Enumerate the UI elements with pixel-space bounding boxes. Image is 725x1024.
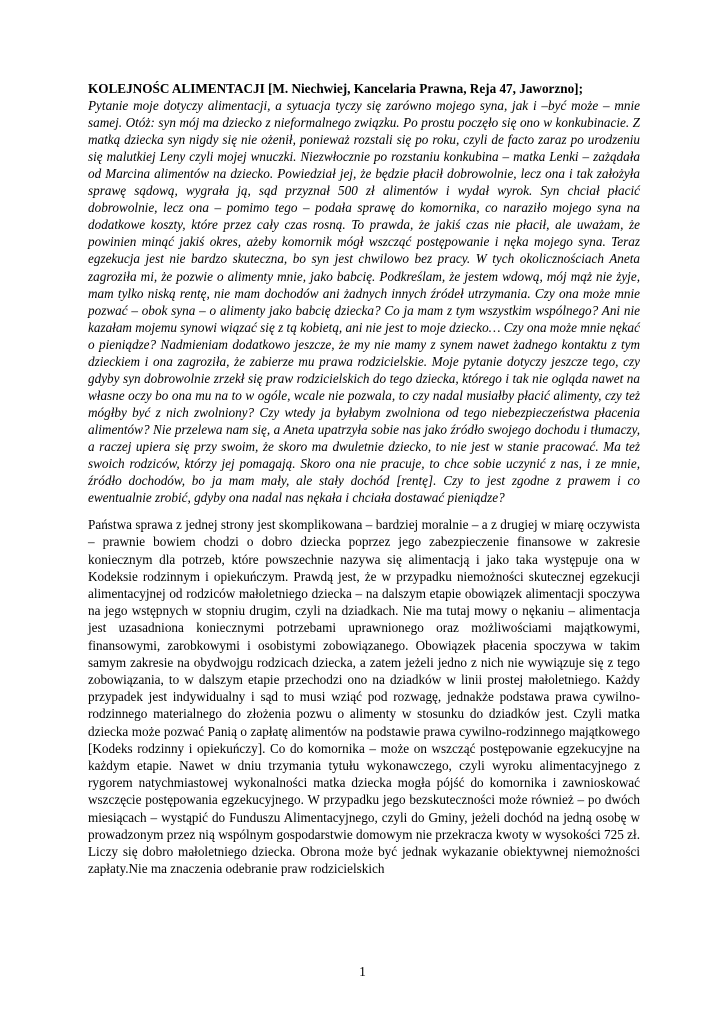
page-number: 1	[359, 964, 366, 979]
document-heading: KOLEJNOŚC ALIMENTACJI [M. Niechwiej, Kancelaria Prawna, Reja 47, Jaworzno];	[88, 81, 583, 96]
answer-paragraph: Państwa sprawa z jednej strony jest skomplikowana – bardziej moralnie – a z drugiej w miarę oczywista – prawnie bowiem chodzi o dobro dziecka poprzez jego zabezpieczenie finansowe w zakresie koniecznym dla potrzeb, które powszechnie nazywa się alimentacją i jako taka występuje ona w Kodeksie rodzinnym i opiekuńczym. Prawdą jest, że w przypadku niemożności skutecznej egzekucji alimentacyjnej od rodziców małoletniego dziecka – na dalszym etapie obowiązek alimentacji spoczywa na jego wstępnych w stopniu drugim, czyli na dziadkach. Nie ma tutaj mowy o nękaniu – alimentacja jest uzasadniona koniecznymi potrzebami uprawnionego oraz możliwościami majątkowymi, finansowymi, zarobkowymi i osobistymi zobowiązanego. Obowiązek płacenia spoczywa w takim samym zakresie na obydwojgu rodzicach dziecka, a zatem jeżeli jedno z nich nie wywiązuje się z tego zobowiązania, to w dalszym etapie przechodzi ono na dziadków w linii prostej małoletniego. Każdy przypadek jest indywidualny i sąd to musi wziąć pod rozwagę, jednakże podstawa prawa cywilno-rodzinnego materialnego do złożenia pozwu o alimenty w stosunku do dziadków jest. Czyli matka dziecka może pozwać Panią o zapłatę alimentów na podstawie prawa cywilno-rodzinnego majątkowego [Kodeks rodzinny i opiekuńczy]. Co do komornika – może on wszcząć postępowanie egzekucyjne na każdym etapie. Nawet w dniu trzymania tytułu wykonawczego, czyli wyroku alimentacyjnego z rygorem natychmiastowej wykonalności matka dziecka mogła pójść do komornika i zawnioskować wszczęcie postępowania egzekucyjnego. W przypadku jego bezskuteczności może również – po dwóch miesiącach – wystąpić do Funduszu Alimentacyjnego, czyli do Gminy, jeżeli dochód na jedną osobę w prowadzonym przez nią wspólnym gospodarstwie domowym nie przekracza kwoty w wysokości 725 zł. Liczy się dobro małoletniego dziecka. Obrona może być jednak wykazanie obiektywnej niemożności zapłaty.Nie ma znaczenia odebranie praw rodzicielskich	[88, 517, 640, 877]
question-text: Pytanie moje dotyczy alimentacji, a sytuacja tyczy się zarówno mojego syna, jak i –być może – mnie samej. Otóż: syn mój ma dziecko z nieformalnego związku. Po prostu poczęło się ono w konkubinacie. Z matką dziecka syn nigdy się nie ożenił, ponieważ rozstali się po roku, czyli de facto zaraz po urodzeniu się malutkiej Leny czyli mojej wnuczki. Niezwłocznie po rozstaniu konkubina – matka Lenki – zażądała od Marcina alimentów na dziecko. Powiedział jej, że będzie płacił dobrowolnie, lecz ona i tak założyła sprawę sądową, wygrała ją, sąd przyznał 500 zł alimentów i wydał wyrok. Syn chciał płacić dobrowolnie, lecz ona – pomimo tego – podała sprawę do komornika, co naraziło mojego syna na dodatkowe koszty, które przez cały czas rosną. To prawda, że jakiś czas nie płacił, ale uważam, że powinien minąć jakiś okres, ażeby komornik mógł wszcząć postępowanie i nęka mojego syna. Teraz egzekucja jest nie bardzo skuteczna, bo syn jest chwilowo bez pracy. W tych okolicznościach Aneta zagroziła mi, że pozwie o alimenty mnie, jako babcię. Podkreślam, że jestem wdową, mój mąż nie żyje, mam tylko niską rentę, nie mam dochodów ani żadnych innych źródeł utrzymania. Czy ona może mnie pozwać – obok syna – o alimenty jako babcię dziecka? Co ja mam z tym wszystkim wspólnego? Ani nie kazałam mojemu synowi wiązać się z tą kobietą, ani nie jest to moje dziecko… Czy ona może mnie nękać o pieniądze? Nadmieniam dodatkowo jeszcze, że my nie mamy z synem nawet żadnego kontaktu z tym dzieckiem i ona zagroziła, że zabierze mu prawa rodzicielskie. Moje pytanie dotyczy jeszcze tego, czy gdyby syn dobrowolnie zrzekł się praw rodzicielskich do tego dziecka, którego i tak nie ogląda nawet na własne oczy bo ona mu na to w ogóle, wcale nie pozwala, to czy nadal musiałby płacić alimenty, czy też mógłby być z nich zwolniony? Czy wtedy ja byłabym zwolniona od tego niebezpieczeństwa płacenia alimentów? Nie przelewa nam się, a Aneta upatrzyła sobie nas jako źródło swojego dochodu i tłumaczy, a raczej upiera się przy swoim, że skoro ma dwuletnie dziecko, to nie jest w stanie pracować. Ma też swoich rodziców, którzy jej pomagają. Skoro ona nie pracuje, to chce sobie uczynić z nas, i ze mnie, źródło dochodów, bo ja mam mały, ale stały dochód [rentę]. Czy to jest zgodne z prawem i co ewentualnie zrobić, gdyby ona nadal nas nękała i chciała dostawać pieniądze?	[88, 98, 640, 506]
question-paragraph	[88, 80, 640, 506]
document-body	[88, 80, 640, 877]
